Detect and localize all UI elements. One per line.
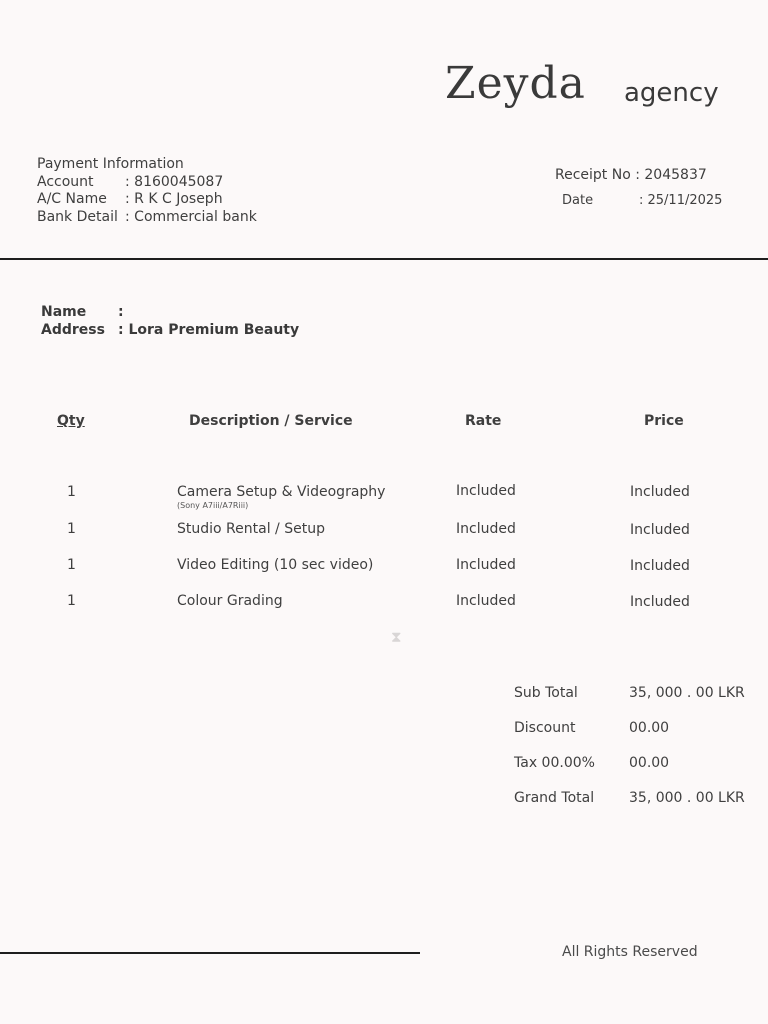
grand-total-value: 35, 000 . 00 LKR <box>629 790 745 806</box>
brand-logo <box>445 58 719 109</box>
payment-heading: Payment Information <box>37 156 184 172</box>
customer-name-value: : <box>118 304 124 320</box>
grand-total-label: Grand Total <box>514 790 595 806</box>
row-qty: 1 <box>67 521 76 537</box>
footer-text: All Rights Reserved <box>562 944 698 960</box>
tax-label: Tax 00.00% <box>514 755 595 771</box>
customer-address-label: Address <box>41 322 105 338</box>
customer-name-label: Name <box>41 304 87 320</box>
payment-value: : R K C Joseph <box>125 191 223 207</box>
row-description: Colour Grading <box>177 593 283 609</box>
row-qty: 1 <box>67 557 76 573</box>
discount-value: 00.00 <box>629 720 670 736</box>
row-description-note: (Sony A7iii/A7Riii) <box>177 501 249 510</box>
row-price: Included <box>630 522 690 538</box>
row-price: Included <box>630 484 690 500</box>
row-price: Included <box>630 594 690 610</box>
column-header-price: Price <box>644 413 684 429</box>
customer-address-row <box>41 321 299 339</box>
row-rate: Included <box>456 483 516 499</box>
customer-address-value: : Lora Premium Beauty <box>118 322 300 338</box>
payment-row-bank-detail <box>37 209 257 227</box>
subtotal-value: 35, 000 . 00 LKR <box>629 685 745 701</box>
payment-label: A/C Name <box>37 191 107 207</box>
payment-value: : Commercial bank <box>125 208 257 225</box>
row-qty: 1 <box>67 484 76 500</box>
receipt-date-value: : 25/11/2025 <box>639 193 723 208</box>
receipt-no-label: Receipt No <box>555 167 631 183</box>
receipt-number <box>555 167 707 183</box>
row-qty: 1 <box>67 593 76 609</box>
row-rate: Included <box>456 593 516 609</box>
subtotal-label: Sub Total <box>514 685 578 701</box>
receipt-no-value: : 2045837 <box>635 167 707 183</box>
row-rate: Included <box>456 521 516 537</box>
brand-suffix: agency <box>624 78 719 108</box>
payment-label: Bank Detail <box>37 208 118 225</box>
payment-row-ac-name <box>37 191 257 209</box>
row-description: Studio Rental / Setup <box>177 521 325 537</box>
payment-information <box>37 156 257 226</box>
footer-divider <box>0 952 420 954</box>
payment-row-account <box>37 174 257 192</box>
row-description: Video Editing (10 sec video) <box>177 557 374 573</box>
receipt-date-label: Date <box>562 193 594 208</box>
column-header-qty: Qty <box>57 413 85 429</box>
row-description: Camera Setup & Videography <box>177 484 386 500</box>
discount-label: Discount <box>514 720 576 736</box>
hourglass-icon: ⧗ <box>391 628 402 646</box>
tax-value: 00.00 <box>629 755 670 771</box>
brand-name: Zeyda <box>445 58 586 109</box>
customer-details <box>41 303 299 339</box>
row-price: Included <box>630 558 690 574</box>
customer-name-row <box>41 303 299 321</box>
header-divider <box>0 258 768 260</box>
column-header-rate: Rate <box>465 413 502 429</box>
row-rate: Included <box>456 557 516 573</box>
column-header-description: Description / Service <box>189 413 353 429</box>
payment-value: : 8160045087 <box>125 173 224 190</box>
payment-label: Account <box>37 173 94 190</box>
